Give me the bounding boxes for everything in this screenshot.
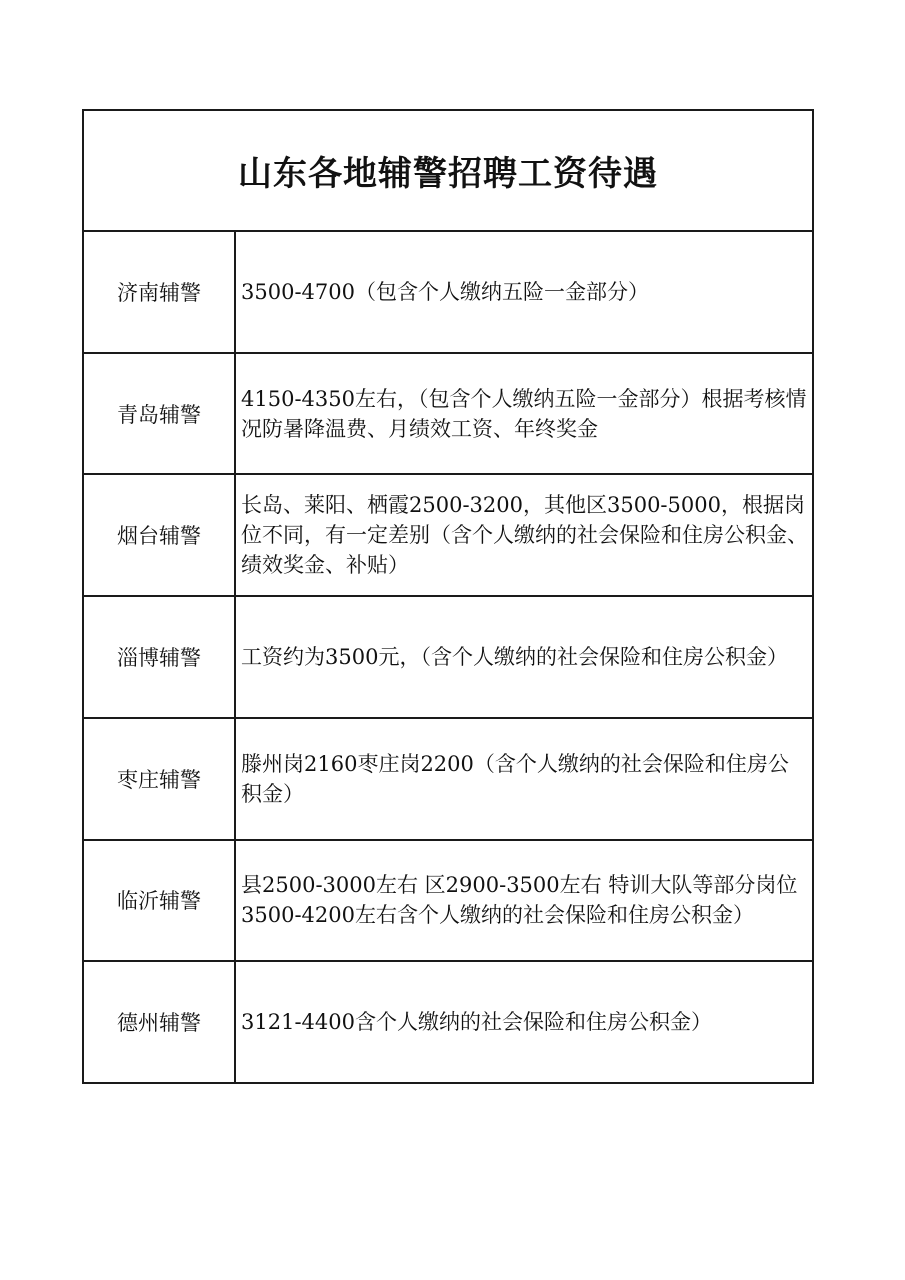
salary-text: 3121-4400含个人缴纳的社会保险和住房公积金） <box>241 1010 712 1035</box>
table-row <box>84 232 812 354</box>
city-cell: 枣庄辅警 <box>84 719 236 839</box>
salary-table <box>82 109 814 1084</box>
salary-cell <box>236 232 812 352</box>
salary-cell <box>236 962 812 1082</box>
document-title: 山东各地辅警招聘工资待遇 <box>238 154 658 194</box>
title-row <box>84 111 812 232</box>
salary-text: 滕州岗2160枣庄岗2200（含个人缴纳的社会保险和住房公积金） <box>241 751 789 806</box>
table-row <box>84 962 812 1082</box>
salary-cell <box>236 719 812 839</box>
salary-cell <box>236 841 812 961</box>
table-row <box>84 597 812 719</box>
city-cell: 烟台辅警 <box>84 475 236 595</box>
salary-text: 长岛、莱阳、栖霞2500-3200，其他区3500-5000，根据岗位不同，有一定差别（含个人缴纳的社会保险和住房公积金、绩效奖金、补贴） <box>241 493 808 578</box>
city-cell: 青岛辅警 <box>84 354 236 474</box>
city-cell: 临沂辅警 <box>84 841 236 961</box>
table-body <box>84 232 812 1082</box>
salary-cell <box>236 597 812 717</box>
salary-text: 4150-4350左右，（包含个人缴纳五险一金部分）根据考核情况防暑降温费、月绩效工资、年终奖金 <box>241 386 807 441</box>
table-row <box>84 354 812 476</box>
table-row <box>84 841 812 963</box>
table-row <box>84 719 812 841</box>
salary-cell <box>236 354 812 474</box>
salary-text: 工资约为3500元，（含个人缴纳的社会保险和住房公积金） <box>241 645 788 670</box>
salary-cell <box>236 475 812 595</box>
city-cell: 济南辅警 <box>84 232 236 352</box>
salary-text: 县2500-3000左右 区2900-3500左右 特训大队等部分岗位3500-4200左右含个人缴纳的社会保险和住房公积金） <box>241 873 798 928</box>
salary-text: 3500-4700（包含个人缴纳五险一金部分） <box>241 279 649 304</box>
city-cell: 淄博辅警 <box>84 597 236 717</box>
table-row <box>84 475 812 597</box>
city-cell: 德州辅警 <box>84 962 236 1082</box>
